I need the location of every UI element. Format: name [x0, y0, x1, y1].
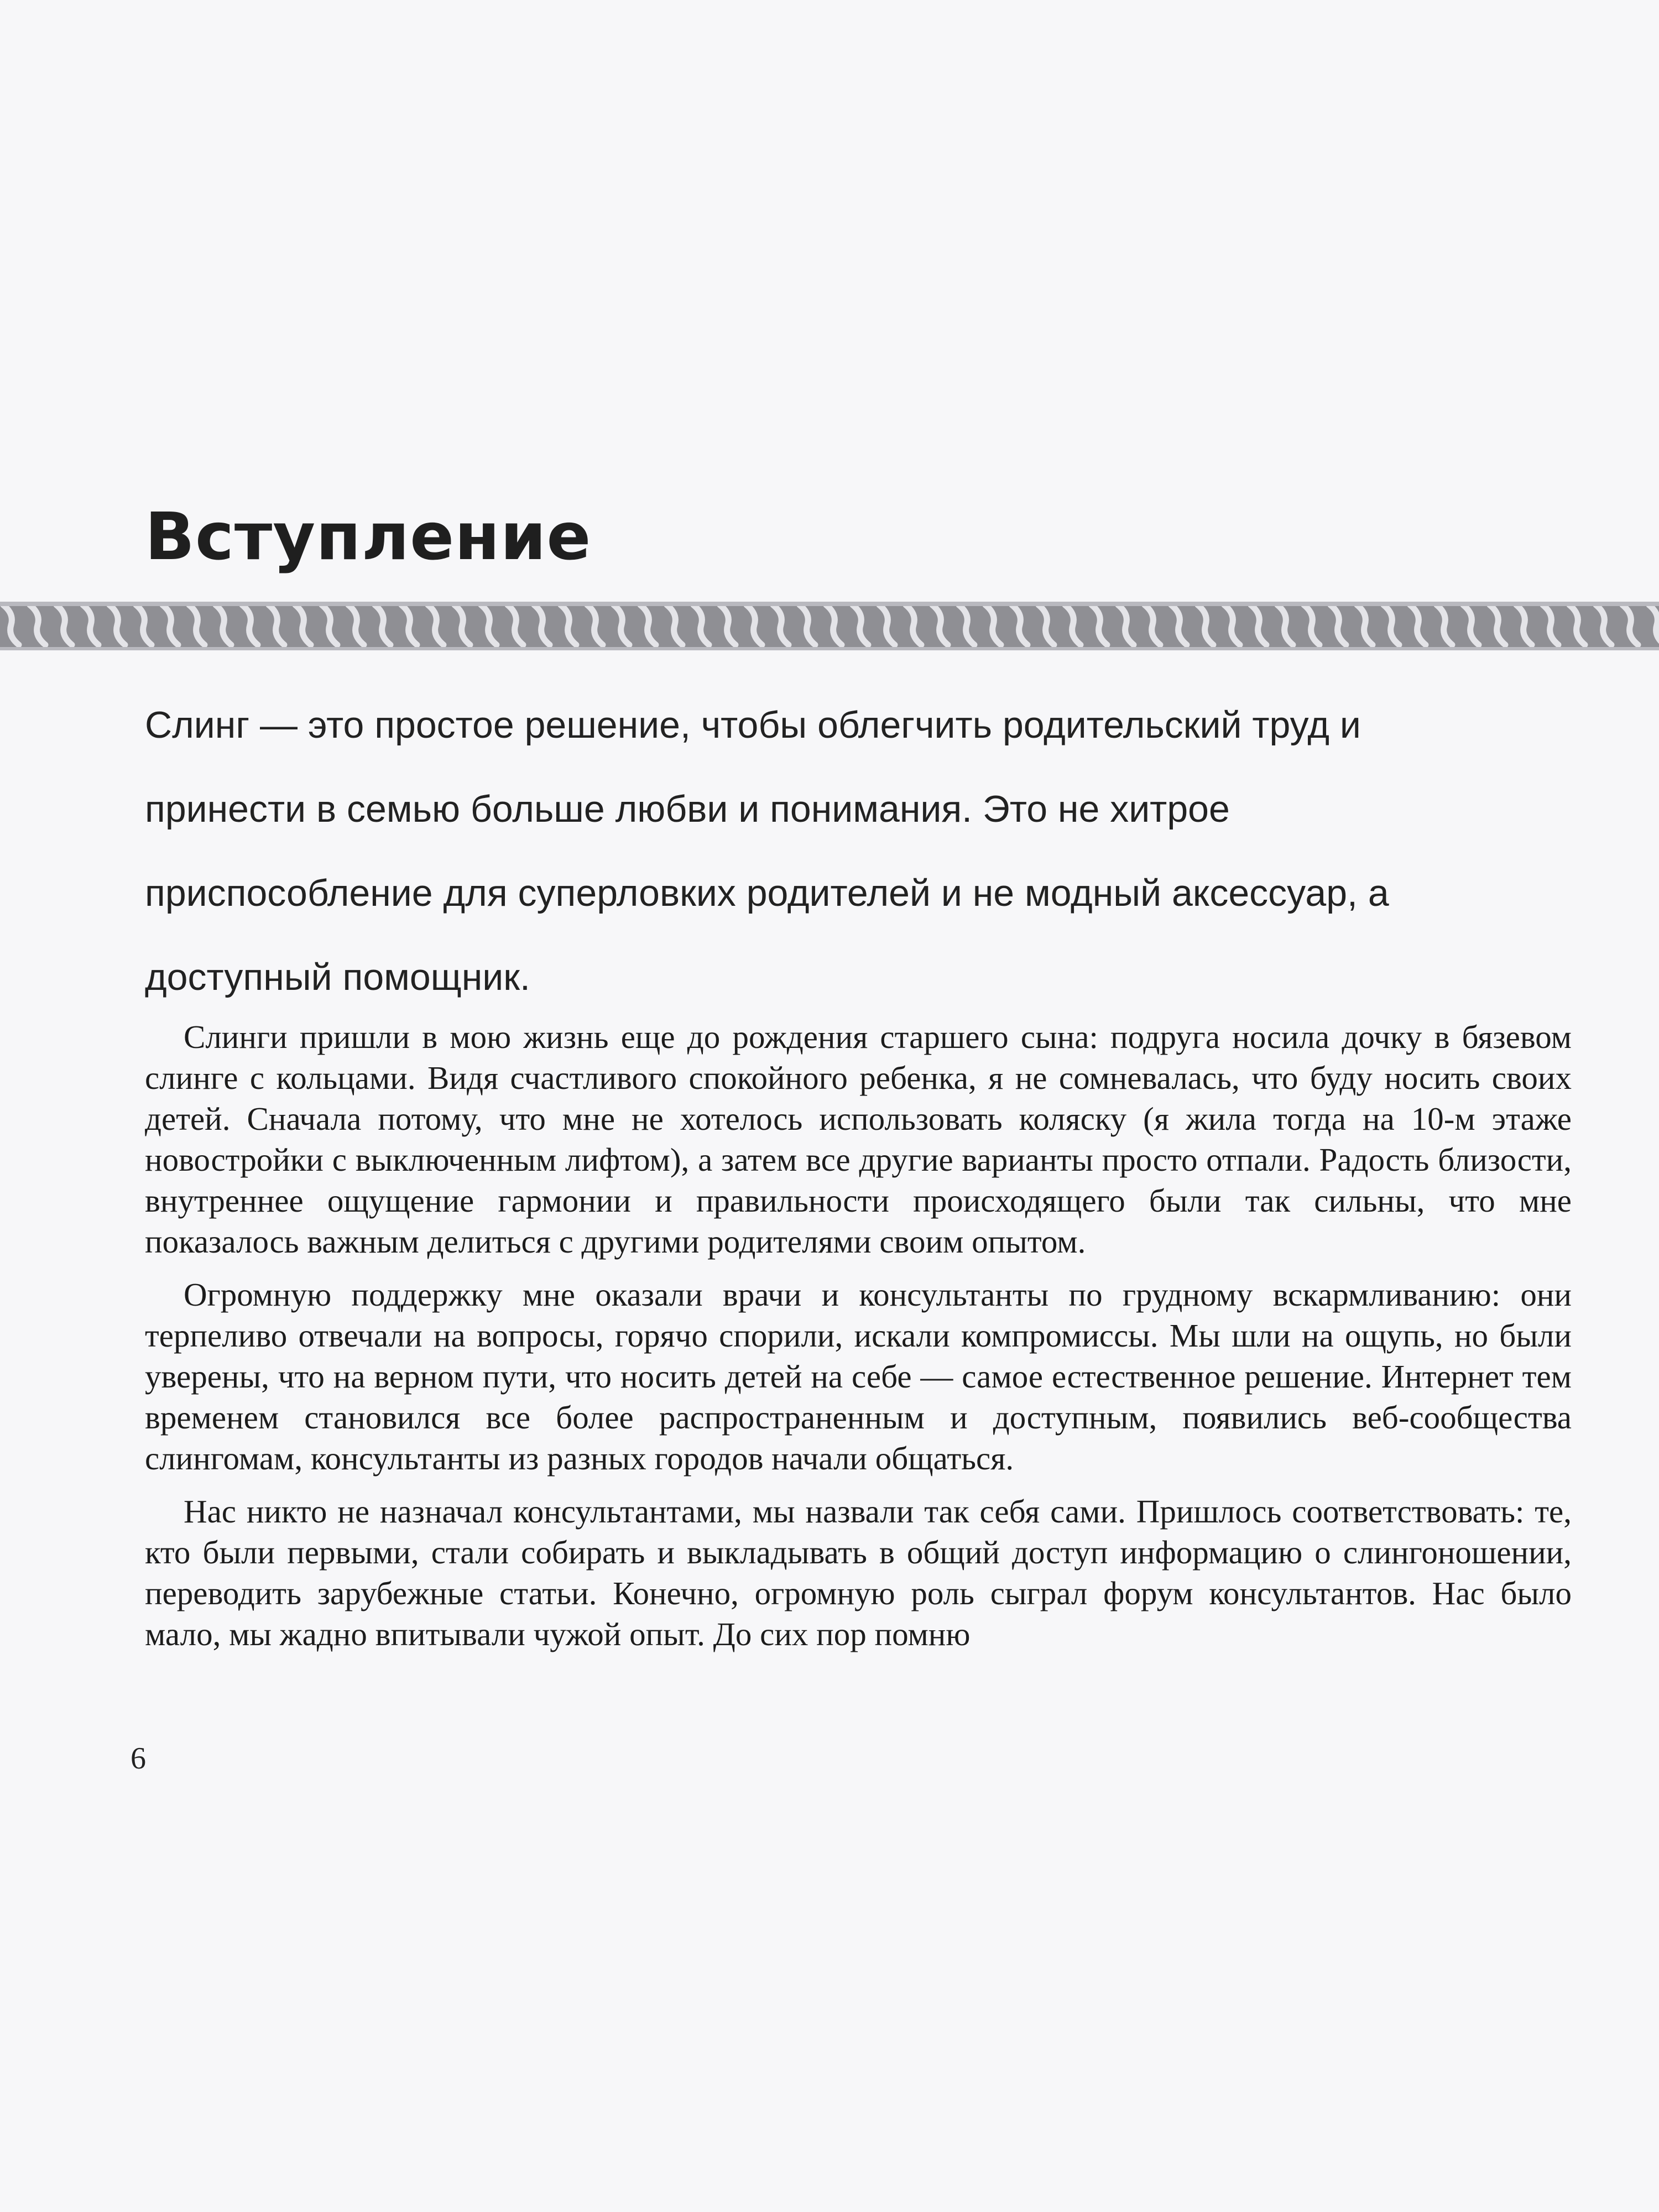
decorative-divider: [0, 592, 1659, 658]
body-paragraph: Огромную поддержку мне оказали врачи и консультанты по грудному вскармливанию: они терпеливо отвечали на вопросы, горячо спорили, искали компромиссы. Мы шли на ощупь, но были уверены, что на верном пути, что носить детей на себе — самое естественное решение. Интернет тем временем становился все более распространенным и доступным, появились веб-сообщества слингомам, консультанты из разных городов начали общаться.: [145, 1276, 1572, 1477]
page-number: 6: [131, 1741, 146, 1776]
page-title: Вступление: [145, 498, 592, 575]
body-text: [145, 1016, 1572, 1667]
body-paragraph: Нас никто не назначал консультантами, мы назвали так себя сами. Пришлось соответствовать: те, кто были первыми, стали собирать и выкладывать в общий доступ информацию о слингоношении, переводить зарубежные статьи. Конечно, огромную роль сыграл форум консультантов. Нас было мало, мы жадно впитывали чужой опыт. До сих пор помню: [145, 1493, 1572, 1652]
body-paragraph: Слинги пришли в мою жизнь еще до рождения старшего сына: подруга носила дочку в бязевом слинге с кольцами. Видя счастливого спокойного ребенка, я не сомневалась, что буду носить своих детей. Сначала потому, что мне не хотелось использовать коляску (я жила тогда на 10-м этаже новостройки с выключенным лифтом), а затем все другие варианты просто отпали. Радость близости, внутреннее ощущение гармонии и правильности происходящего были так сильны, что мне показалось важным делиться с другими родителями своим опытом.: [145, 1019, 1572, 1260]
lead-paragraph: Слинг — это простое решение, чтобы облегчить родительский труд и принести в семью больше любви и понимания. Это не хитрое приспособление для суперловких родителей и не модный аксессуар, а доступный помощник.: [145, 704, 1389, 998]
